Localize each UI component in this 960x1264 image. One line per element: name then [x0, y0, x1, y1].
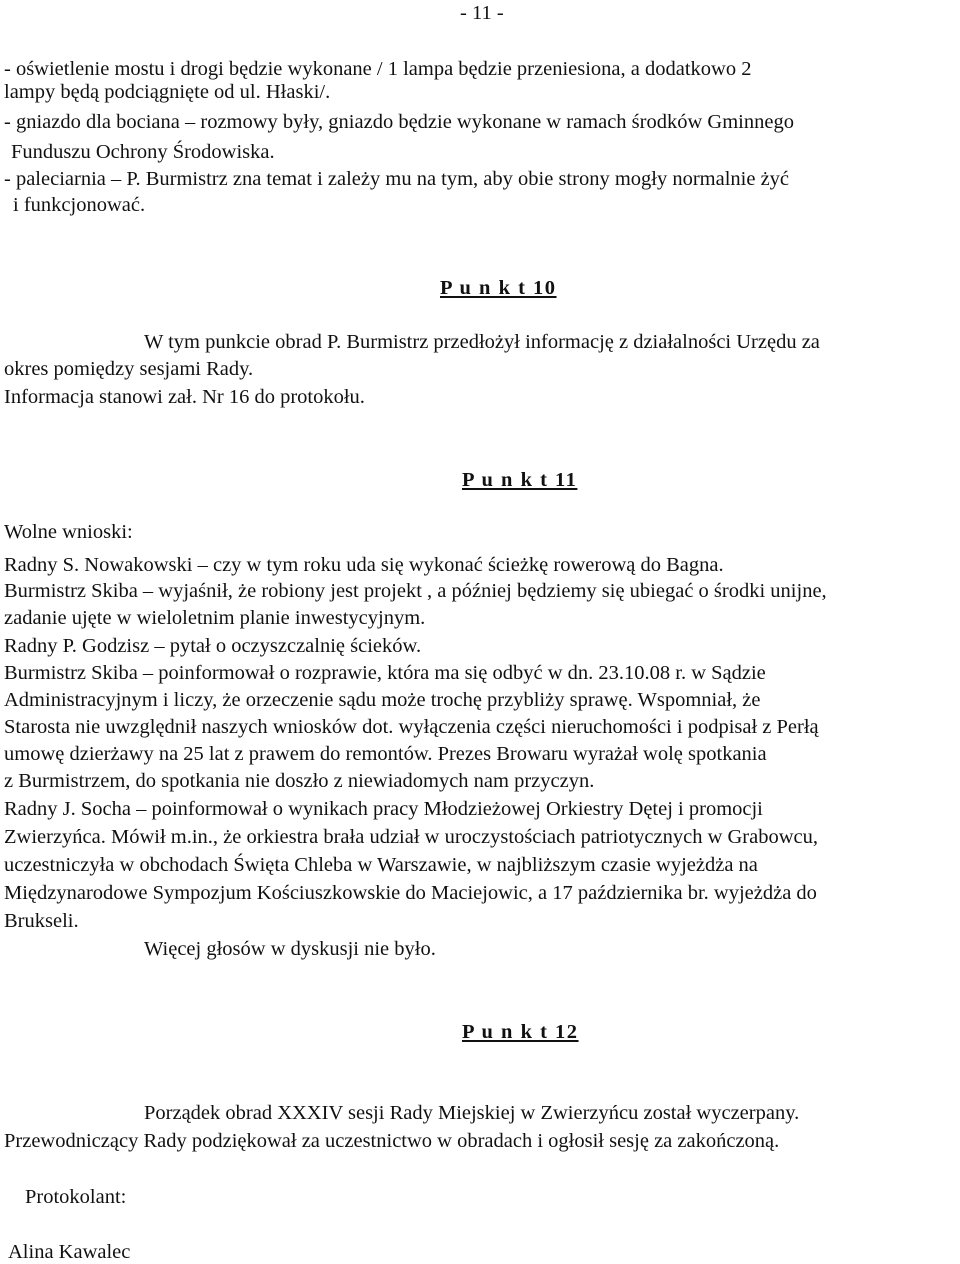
paragraph-line: Przewodniczący Rady podziękował za uczestnictwo w obradach i ogłosił sesję za zakończoną.: [4, 1130, 780, 1152]
bullet-line: - paleciarnia – P. Burmistrz zna temat i zależy mu na tym, aby obie strony mogły normalnie żyć: [4, 168, 790, 190]
paragraph-line: Burmistrz Skiba – poinformował o rozprawie, która ma się odbyć w dn. 23.10.08 r. w Sądzie: [4, 662, 766, 684]
paragraph-line: Radny J. Socha – poinformował o wynikach pracy Młodzieżowej Orkiestry Dętej i promocji: [4, 798, 763, 820]
section-heading: P u n k t 12: [462, 1021, 579, 1043]
bullet-line: - oświetlenie mostu i drogi będzie wykonane / 1 lampa będzie przeniesiona, a dodatkowo 2: [4, 58, 752, 80]
bullet-line: i funkcjonować.: [13, 194, 146, 216]
paragraph-line: Administracyjnym i liczy, że orzeczenie sądu może trochę przybliży sprawę. Wspomniał, że: [4, 689, 761, 711]
subheading: Wolne wnioski:: [4, 521, 133, 543]
signature-label: Protokolant:: [25, 1186, 127, 1208]
section-heading: P u n k t 11: [462, 469, 578, 491]
paragraph-line: Radny S. Nowakowski – czy w tym roku uda się wykonać ścieżkę rowerową do Bagna.: [4, 554, 724, 576]
paragraph-line: zadanie ujęte w wieloletnim planie inwestycyjnym.: [4, 607, 426, 629]
paragraph-line: Porządek obrad XXXIV sesji Rady Miejskiej w Zwierzyńcu został wyczerpany.: [144, 1102, 800, 1124]
bullet-line: - gniazdo dla bociana – rozmowy były, gniazdo będzie wykonane w ramach środków Gminnego: [4, 111, 794, 133]
paragraph-line: Brukseli.: [4, 910, 79, 932]
paragraph-line: uczestniczyła w obchodach Święta Chleba w Warszawie, w najbliższym czasie wyjeżdża na: [4, 854, 758, 876]
paragraph-line: Więcej głosów w dyskusji nie było.: [144, 938, 436, 960]
paragraph-line: Informacja stanowi zał. Nr 16 do protokołu.: [4, 386, 365, 408]
paragraph-line: umowę dzierżawy na 25 lat z prawem do remontów. Prezes Browaru wyrażał wolę spotkania: [4, 743, 767, 765]
section-heading: P u n k t 10: [440, 277, 557, 299]
signature-name: Alina Kawalec: [8, 1241, 131, 1263]
paragraph-line: okres pomiędzy sesjami Rady.: [4, 358, 254, 380]
paragraph-line: Radny P. Godzisz – pytał o oczyszczalnię ścieków.: [4, 635, 422, 657]
page-number: - 11 -: [460, 2, 504, 24]
paragraph-line: Międzynarodowe Sympozjum Kościuszkowskie do Maciejowic, a 17 października br. wyjeżdża do: [4, 882, 817, 904]
bullet-line: Funduszu Ochrony Środowiska.: [11, 141, 275, 163]
paragraph-line: z Burmistrzem, do spotkania nie doszło z niewiadomych nam przyczyn.: [4, 770, 595, 792]
paragraph-line: Starosta nie uwzględnił naszych wniosków dot. wyłączenia części nieruchomości i podpisał z Perłą: [4, 716, 819, 738]
paragraph-line: W tym punkcie obrad P. Burmistrz przedłożył informację z działalności Urzędu za: [144, 331, 820, 353]
paragraph-line: Zwierzyńca. Mówił m.in., że orkiestra brała udział w uroczystościach patriotycznych w Grabowcu,: [4, 826, 819, 848]
bullet-line: lampy będą podciągnięte od ul. Hłaski/.: [4, 81, 331, 103]
paragraph-line: Burmistrz Skiba – wyjaśnił, że robiony jest projekt , a później będziemy się ubiegać o środki unijne,: [4, 580, 827, 602]
